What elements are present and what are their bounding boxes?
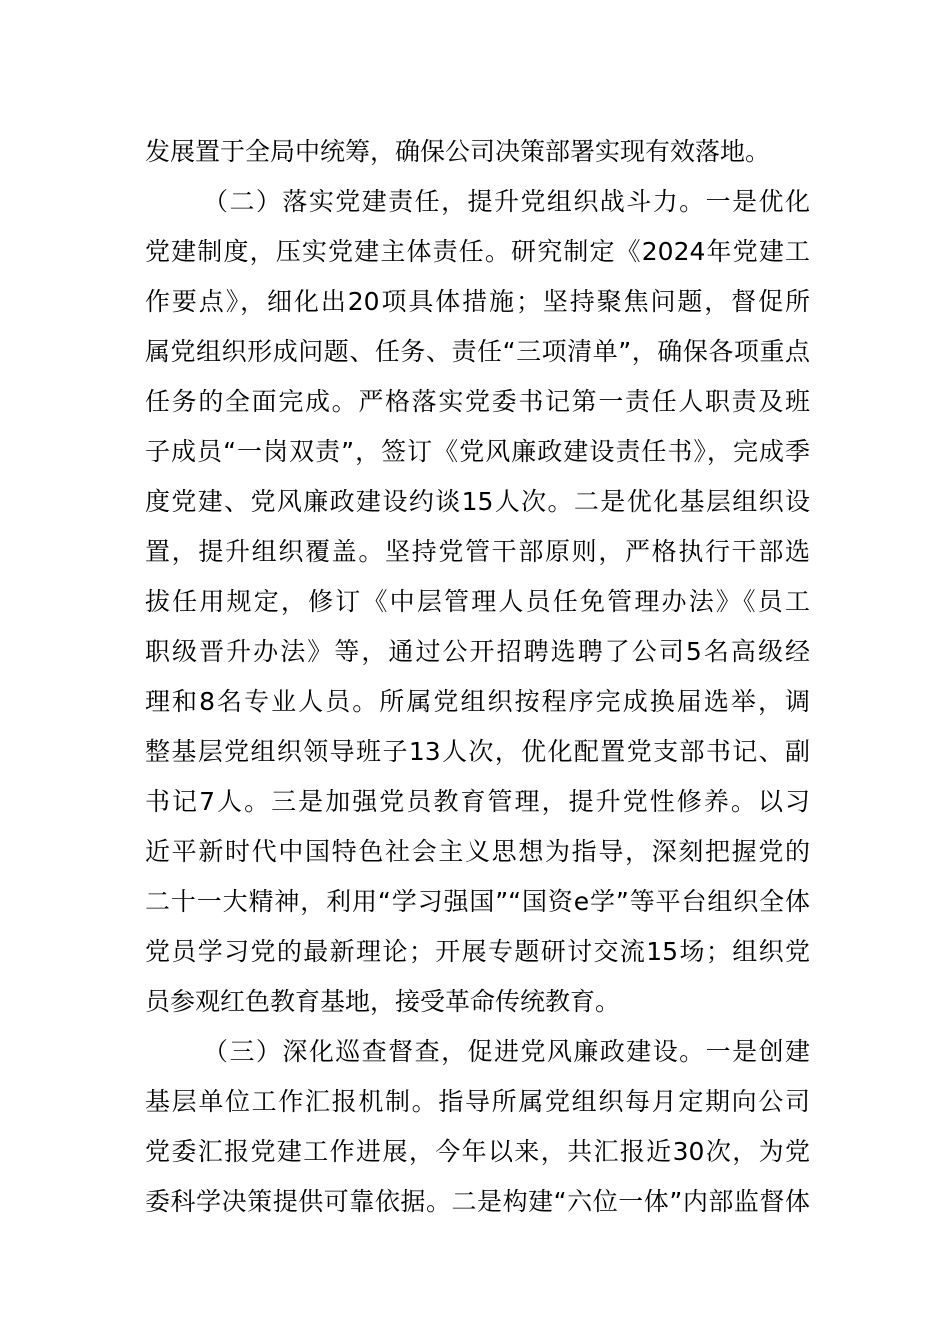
text-line: 职级晋升办法》等，通过公开招聘选聘了公司5名高级经	[145, 637, 810, 666]
text-line: 发展置于全局中统筹，确保公司决策部署实现有效落地。	[145, 137, 771, 166]
text-line: 员参观红色教育基地，接受革命传统教育。	[145, 987, 621, 1016]
text-line: 任务的全面完成。严格落实党委书记第一责任人职责及班	[145, 387, 810, 416]
text-line: 拔任用规定，修订《中层管理人员任免管理办法》《员工	[145, 587, 810, 616]
text-line: 度党建、党风廉政建设约谈15人次。二是优化基层组织设	[145, 487, 810, 516]
section-heading-line: （三）深化巡查督查，促进党风廉政建设。一是创建	[203, 1037, 810, 1066]
text-line: 属党组织形成问题、任务、责任“三项清单”，确保各项重点	[145, 337, 810, 366]
text-line: 党建制度，压实党建主体责任。研究制定《2024年党建工	[145, 237, 810, 266]
text-line: 近平新时代中国特色社会主义思想为指导，深刻把握党的	[145, 837, 810, 866]
body-text	[145, 127, 810, 1227]
text-line: 理和8名专业人员。所属党组织按程序完成换届选举，调	[145, 687, 810, 716]
text-line: 委科学决策提供可靠依据。二是构建“六位一体”内部监督体	[145, 1187, 810, 1216]
text-line: 党委汇报党建工作进展，今年以来，共汇报近30次，为党	[145, 1137, 810, 1166]
text-line: 党员学习党的最新理论；开展专题研讨交流15场；组织党	[145, 937, 810, 966]
text-line: 二十一大精神，利用“学习强国”“国资e学”等平台组织全体	[145, 887, 810, 916]
text-line: 整基层党组织领导班子13人次，优化配置党支部书记、副	[145, 737, 810, 766]
section-heading-line: （二）落实党建责任，提升党组织战斗力。一是优化	[203, 187, 810, 216]
text-line: 置，提升组织覆盖。坚持党管干部原则，严格执行干部选	[145, 537, 810, 566]
text-line: 作要点》，细化出20项具体措施；坚持聚焦问题，督促所	[145, 287, 810, 316]
text-line: 基层单位工作汇报机制。指导所属党组织每月定期向公司	[145, 1087, 810, 1116]
text-line: 子成员“一岗双责”，签订《党风廉政建设责任书》，完成季	[145, 437, 810, 466]
text-line: 书记7人。三是加强党员教育管理，提升党性修养。以习	[145, 787, 810, 816]
